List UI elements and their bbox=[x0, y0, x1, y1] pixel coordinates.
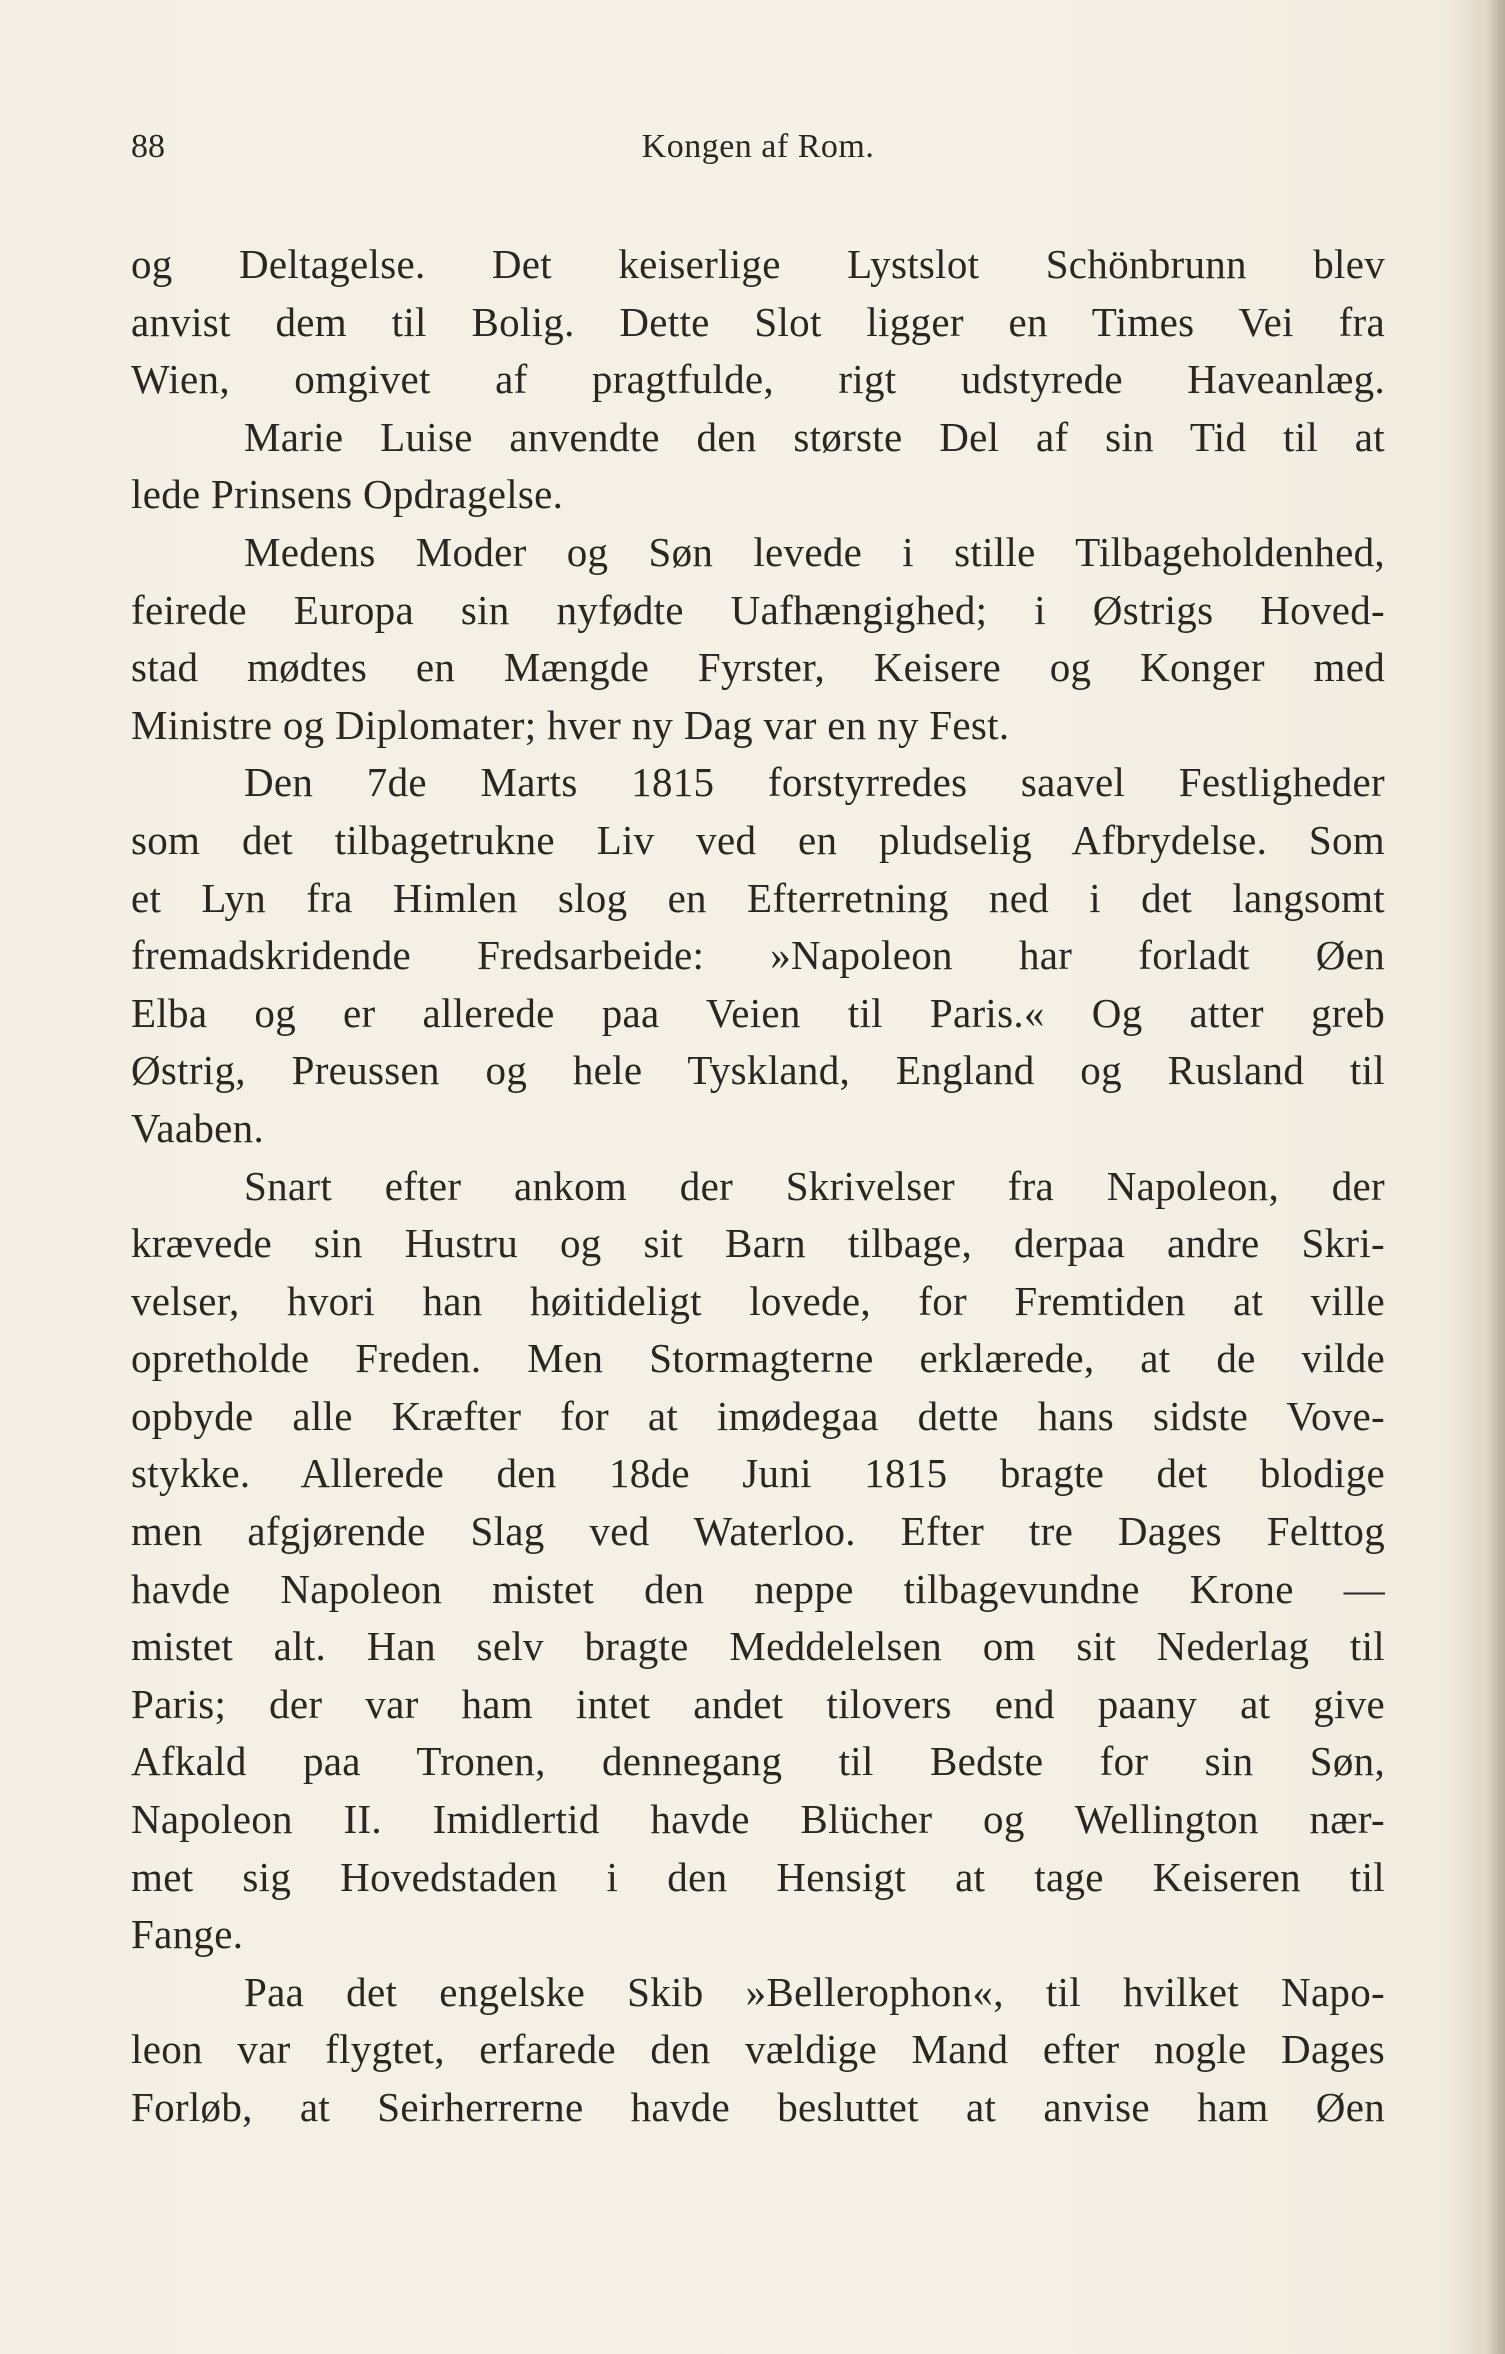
text-line: Elba og er allerede paa Veien til Paris.« Og atter greb bbox=[131, 989, 1385, 1036]
text-line: Den 7de Marts 1815 forstyrredes saavel Festligheder bbox=[244, 759, 1385, 806]
text-line: Østrig, Preussen og hele Tyskland, England og Rusland til bbox=[131, 1047, 1385, 1094]
text-line: Paa det engelske Skib »Bellerophon«, til hvilket Napo- bbox=[244, 1968, 1385, 2015]
text-line: lede Prinsens Opdragelse. bbox=[131, 471, 564, 518]
text-line: Wien, omgivet af pragtfulde, rigt udstyrede Haveanlæg. bbox=[131, 356, 1385, 403]
text-line: som det tilbagetrukne Liv ved en pludselig Afbrydelse. Som bbox=[131, 816, 1385, 863]
text-line: fremadskridende Fredsarbeide: »Napoleon har forladt Øen bbox=[131, 932, 1385, 979]
text-line: Napoleon II. Imidlertid havde Blücher og Wellington nær- bbox=[131, 1796, 1385, 1843]
text-line: stykke. Allerede den 18de Juni 1815 bragte det blodige bbox=[131, 1450, 1385, 1497]
body-text bbox=[131, 236, 1385, 2137]
text-line: leon var flygtet, erfarede den vældige Mand efter nogle Dages bbox=[131, 2026, 1385, 2073]
text-line: Forløb, at Seirherrerne havde besluttet at anvise ham Øen bbox=[131, 2084, 1385, 2130]
running-title: Kongen af Rom. bbox=[641, 128, 875, 165]
text-line: Fange. bbox=[131, 1911, 244, 1958]
text-line: Afkald paa Tronen, dennegang til Bedste for sin Søn, bbox=[131, 1738, 1385, 1785]
text-line: Medens Moder og Søn levede i stille Tilbageholdenhed, bbox=[244, 528, 1385, 575]
page-edge-shadow bbox=[1487, 0, 1505, 2354]
text-line: met sig Hovedstaden i den Hensigt at tage Keiseren til bbox=[131, 1853, 1385, 1900]
text-line: Vaaben. bbox=[131, 1104, 265, 1151]
text-line: anvist dem til Bolig. Dette Slot ligger en Times Vei fra bbox=[131, 298, 1385, 345]
text-line: havde Napoleon mistet den neppe tilbagevundne Krone — bbox=[131, 1565, 1385, 1612]
text-line: velser, hvori han høitideligt lovede, for Fremtiden at ville bbox=[131, 1277, 1385, 1324]
text-line: et Lyn fra Himlen slog en Efterretning ned i det langsomt bbox=[131, 874, 1385, 921]
text-line: men afgjørende Slag ved Waterloo. Efter tre Dages Felttog bbox=[131, 1508, 1385, 1555]
text-line: Paris; der var ham intet andet tilovers end paany at give bbox=[131, 1680, 1385, 1727]
text-line: Marie Luise anvendte den største Del af sin Tid til at bbox=[244, 413, 1385, 460]
text-line: opretholde Freden. Men Stormagterne erklærede, at de vilde bbox=[131, 1335, 1385, 1382]
page-number: 88 bbox=[131, 128, 165, 165]
text-line: og Deltagelse. Det keiserlige Lystslot Schönbrunn blev bbox=[131, 241, 1385, 287]
text-line: opbyde alle Kræfter for at imødegaa dette hans sidste Vove- bbox=[131, 1392, 1385, 1439]
text-line: Snart efter ankom der Skrivelser fra Napoleon, der bbox=[244, 1162, 1385, 1209]
text-line: krævede sin Hustru og sit Barn tilbage, derpaa andre Skri- bbox=[131, 1220, 1385, 1267]
text-line: stad mødtes en Mængde Fyrster, Keisere og Konger med bbox=[131, 644, 1385, 691]
text-line: mistet alt. Han selv bragte Meddelelsen om sit Nederlag til bbox=[131, 1623, 1385, 1670]
text-line: Ministre og Diplomater; hver ny Dag var en ny Fest. bbox=[131, 701, 1010, 748]
running-header bbox=[131, 122, 1385, 172]
text-line: feirede Europa sin nyfødte Uafhængighed; i Østrigs Hoved- bbox=[131, 586, 1385, 633]
